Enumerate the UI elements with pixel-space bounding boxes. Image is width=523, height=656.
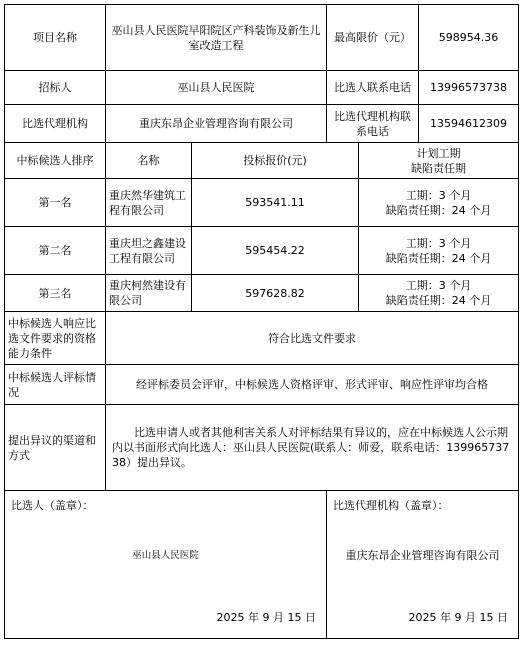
tenderer-label: 招标人: [5, 71, 106, 105]
candidate-name: 重庆坦之鑫建设工程有限公司: [106, 227, 192, 275]
tenderer-phone-label: 比选人联系电话: [327, 71, 419, 105]
agency-sign-date: 2025 年 9 月 15 日: [408, 611, 508, 624]
candidate-duration: 工期：3 个月: [405, 279, 472, 292]
agency-signature-cell: [327, 491, 519, 639]
period-header-line2: 缺陷责任期: [411, 161, 466, 175]
candidate-price: 593541.11: [192, 179, 359, 227]
candidate-period: [359, 179, 519, 227]
evaluation-value: 经评标委员会评审，中标候选人资格评审、形式评审、响应性评审均合格: [106, 365, 519, 405]
candidate-name: 重庆柯然建设有限公司: [106, 275, 192, 312]
agency-seal-label: 比选代理机构（盖章）：: [333, 499, 449, 512]
period-header: [359, 143, 519, 179]
candidate-warranty: 缺陷责任期：24 个月: [385, 203, 492, 217]
tenderer-seal-label: 比选人（盖章）：: [11, 499, 94, 512]
bid-result-table: [4, 4, 519, 639]
tenderer-value: 巫山县人民医院: [106, 71, 327, 105]
evaluation-row: [5, 365, 519, 405]
project-name-label: 项目名称: [5, 5, 106, 71]
tenderer-seal-name: 巫山县人民医院: [132, 550, 199, 561]
candidate-duration: 工期：3 个月: [405, 236, 472, 250]
agency-phone-value: 13594612309: [419, 105, 519, 143]
table-row: [5, 179, 519, 227]
price-limit-label: 最高限价（元）: [327, 5, 419, 71]
candidate-name: 重庆然华建筑工程有限公司: [106, 179, 192, 227]
objection-row: [5, 405, 519, 491]
tenderer-row: [5, 71, 519, 105]
objection-label: 提出异议的渠道和方式: [5, 405, 106, 491]
signature-row: [5, 491, 519, 639]
candidate-warranty: 缺陷责任期：24 个月: [385, 294, 492, 307]
candidate-period: [359, 227, 519, 275]
period-header-line1: 计划工期: [416, 146, 461, 160]
candidate-duration: 工期：3 个月: [405, 188, 472, 202]
table-row: [5, 275, 519, 312]
candidate-rank: 第二名: [5, 227, 106, 275]
qualification-row: [5, 312, 519, 365]
candidate-name-header: 名称: [106, 143, 192, 179]
objection-value: 比选申请人或者其他利害关系人对评标结果有异议的，应在中标候选人公示期内以书面形式向比选人：巫山县人民医院(联系人：师爱，联系电话：13996573738）提出异议。: [106, 405, 519, 491]
tenderer-sign-date: 2025 年 9 月 15 日: [216, 611, 316, 624]
agency-label: 比选代理机构: [5, 105, 106, 143]
evaluation-label: 中标候选人评标情况: [5, 365, 106, 405]
candidate-rank: 第一名: [5, 179, 106, 227]
table-row: [5, 227, 519, 275]
agency-seal-name: 重庆东昂企业管理咨询有限公司: [345, 549, 500, 562]
tenderer-signature-cell: [5, 491, 327, 639]
qualification-label: 中标候选人响应比选文件要求的资格能力条件: [5, 312, 106, 365]
price-limit-value: 598954.36: [419, 5, 519, 71]
qualification-value: 符合比选文件要求: [106, 312, 519, 365]
tenderer-phone-value: 13996573738: [419, 71, 519, 105]
agency-phone-label: 比选代理机构联系电话: [327, 105, 419, 143]
candidate-price: 595454.22: [192, 227, 359, 275]
candidate-period: [359, 275, 519, 312]
project-name-value: 巫山县人民医院早阳院区产科装饰及新生儿室改造工程: [106, 5, 327, 71]
candidates-header-row: [5, 143, 519, 179]
agency-value: 重庆东昂企业管理咨询有限公司: [106, 105, 327, 143]
rank-header: 中标候选人排序: [5, 143, 106, 179]
bid-price-header: 投标报价(元): [192, 143, 359, 179]
candidate-price: 597628.82: [192, 275, 359, 312]
agency-row: [5, 105, 519, 143]
project-row: [5, 5, 519, 71]
candidate-warranty: 缺陷责任期：24 个月: [385, 251, 492, 265]
candidate-rank: 第三名: [5, 275, 106, 312]
